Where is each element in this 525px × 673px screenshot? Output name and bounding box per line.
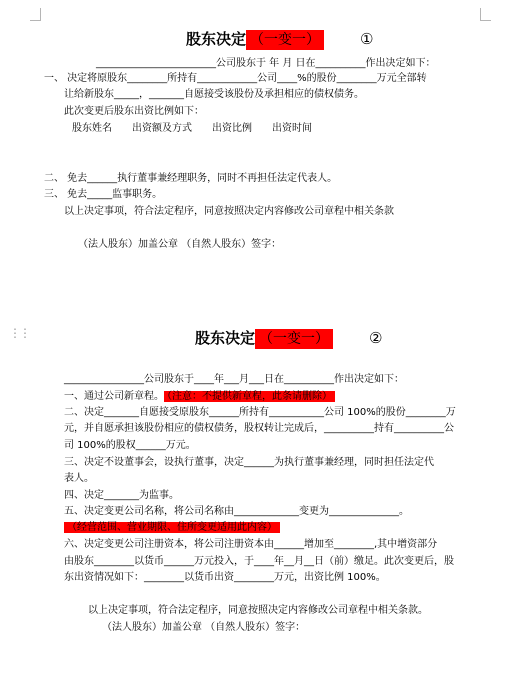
drag-handle-icon[interactable]: ⋮⋮ [9,326,29,340]
doc1-col-ratio: 出资比例 [212,123,252,134]
doc1-item-1b: 让给新股东_____，_______自愿接受该股份及承担相应的债权债务。 [64,89,364,100]
doc2-item-1-note: （注意：不提供新章程，此条请删除） [164,391,335,402]
doc2-conclusion: 以上决定事项，符合法定程序，同意按照决定内容修改公司章程中相关条款。 [88,605,428,616]
doc1-table-header [72,122,332,136]
page-corner-mark-right [480,8,491,21]
doc2-item-3b: 表人。 [64,473,94,484]
doc2-item-3a: 三、决定不设董事会，设执行董事，决定______为执行董事兼经理，同时担任法定代 [64,457,434,468]
doc1-ratio-heading: 此次变更后股东出资比例如下： [64,106,204,117]
page-corner-mark-left [30,8,41,21]
doc1-col-name: 股东姓名 [72,123,112,134]
doc2-item-2b: 元，并自愿承担该股份相应的债权债务，股权转让完成后，__________持有__________公 [64,423,454,434]
doc2-title-text: 股东决定 [195,329,256,347]
doc2-item-1-text: 一、通过公司新章程。 [64,391,164,402]
doc2-number: ② [369,329,383,347]
doc1-title-tag: （一变一） [246,30,324,50]
doc1-signature: （法人股东）加盖公章 （自然人股东）签字： [78,239,282,250]
doc1-number: ① [360,30,374,48]
doc2-title-tag: （一变一） [255,329,333,349]
doc2-item-5-note [64,521,280,535]
doc2-line-intro: ________________公司股东于____年___月___日在__________作出决定如下： [64,374,404,385]
doc2-item-1 [64,390,335,404]
doc2-item-6c: 东出资情况如下：________以货币出资________万元，出资比例 100%。 [64,572,386,583]
doc1-title-text: 股东决定 [186,30,247,48]
doc1-item-2: 二、 免去______执行董事兼经理职务，同时不再担任法定代表人。 [44,173,338,184]
doc2-item-2a: 二、决定_______自愿接受原股东______所持有___________公司 100%的股份________万 [64,407,456,418]
doc1-item-3: 三、 免去_____监事职务。 [44,189,163,200]
doc2-item-6a: 六、决定变更公司注册资本，将公司注册资本由______增加至________,其中增资部分 [64,539,438,550]
doc2-item-6b: 由股东________以货币______万元投入，于____年__月__日（前）缴足。此次变更后，股 [64,556,454,567]
doc1-item-1a: 一、 决定将原股东________所持有____________公司____%的股份________万元全部转 [44,73,427,84]
doc2-item-2c: 司 100%的股权______万元。 [64,440,196,451]
doc1-line-intro: ________________________公司股东于 年 月 日在__________作出决定如下： [96,58,436,69]
doc1-col-time: 出资时间 [272,123,312,134]
doc1-col-amount: 出资额及方式 [132,123,192,134]
doc2-item-5-note-text: （经营范围、营业期限、住所变更适用此内容） [64,522,280,533]
doc1-title [186,28,373,49]
doc2-item-4: 四、决定_______为监事。 [64,490,179,501]
doc2-title [195,327,382,348]
doc2-item-5: 五、决定变更公司名称，将公司名称由_____________变更为______________。 [64,506,409,517]
doc2-signature: （法人股东）加盖公章 （自然人股东）签字： [102,622,306,633]
doc1-conclusion: 以上决定事项，符合法定程序，同意按照决定内容修改公司章程中相关条款 [64,206,394,217]
